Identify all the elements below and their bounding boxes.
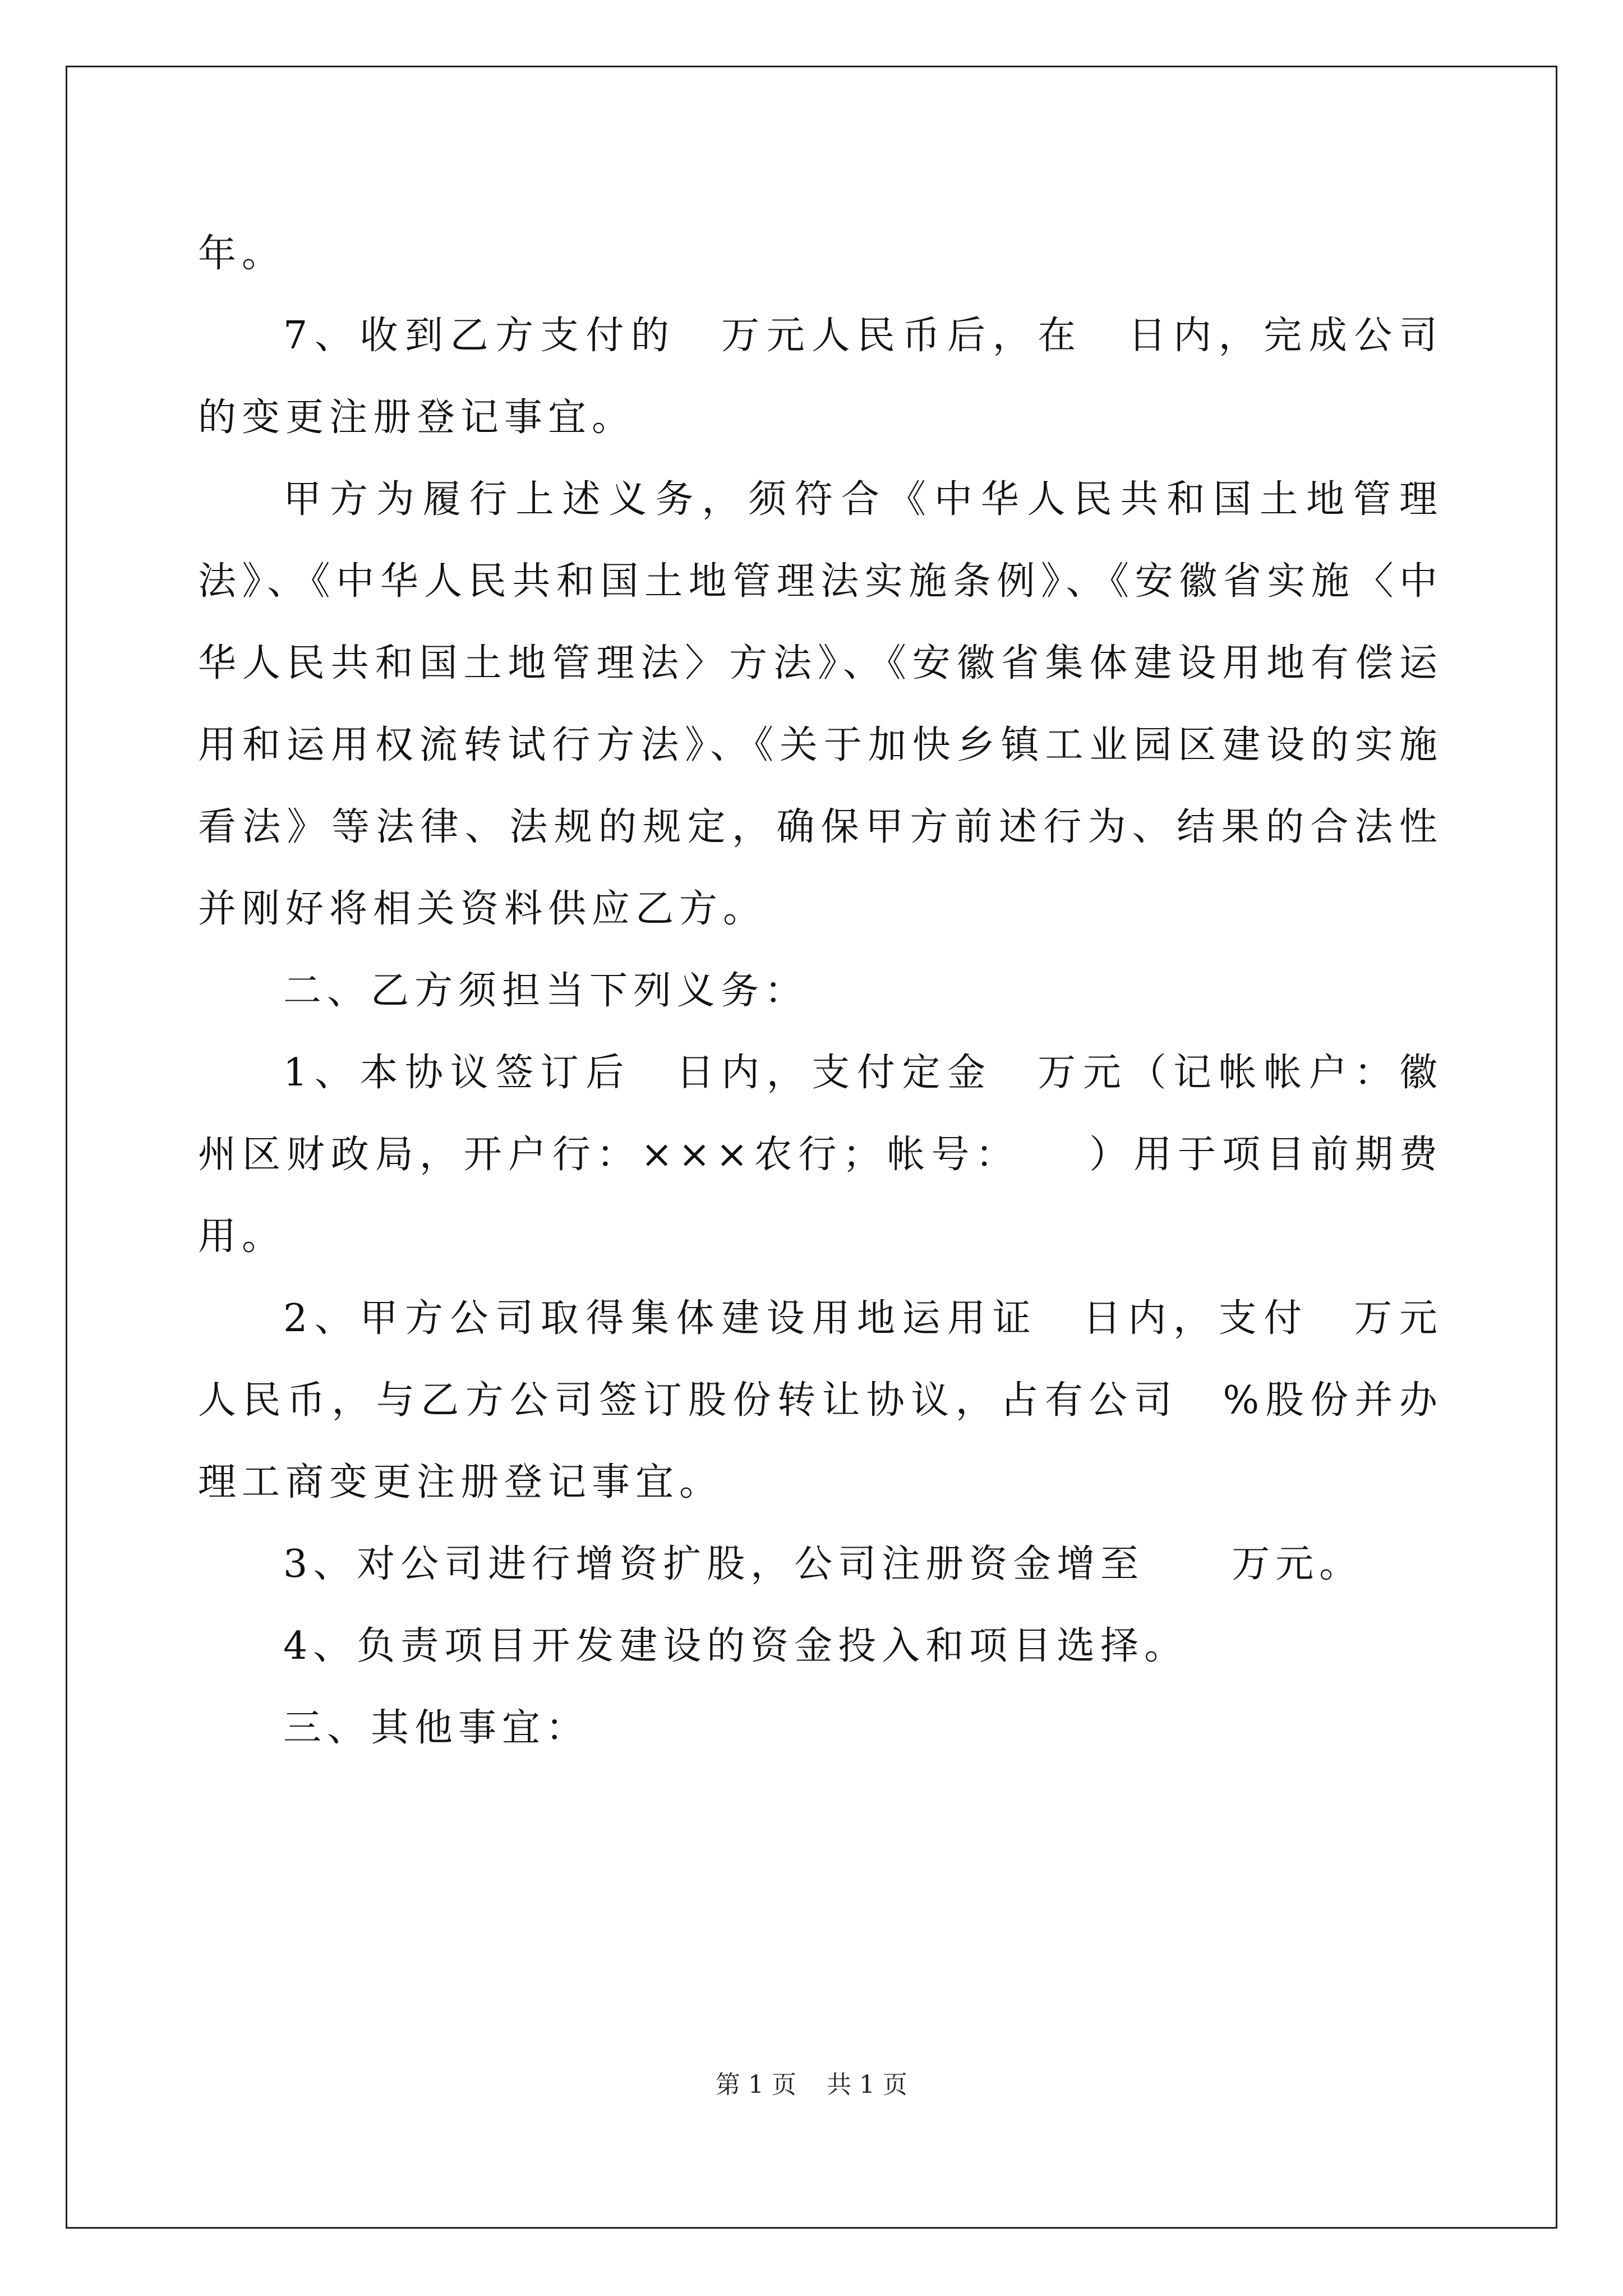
paragraph-continuation: 年。 <box>198 232 286 276</box>
section-heading-party-b-obligations: 二、乙方须担当下列义务： <box>283 969 809 1013</box>
page-footer <box>0 2064 1623 2100</box>
paragraph-item-2: 2、甲方公司取得集体建设用地运用证 日内，支付 万元人民币，与乙方公司签订股份转让协议，占有公司 %股份并办理工商变更注册登记事宜。 <box>198 1296 1443 1504</box>
paragraph-item-7: 7、收到乙方支付的 万元人民币后，在 日内，完成公司的变更注册登记事宜。 <box>198 314 1443 440</box>
paragraph-item-3: 3、对公司进行增资扩股，公司注册资金增至 万元。 <box>283 1542 1363 1586</box>
page-total: 共 1 页 <box>827 2070 907 2099</box>
paragraph-item-1: 1、本协议签订后 日内，支付定金 万元（记帐帐户：徽州区财政局，开户行：×××农行；帐号： ）用于项目前期费用。 <box>198 1051 1443 1259</box>
page-number: 第 1 页 <box>716 2070 796 2099</box>
paragraph-item-4: 4、负责项目开发建设的资金投入和项目选择。 <box>283 1624 1188 1668</box>
paragraph-legal-compliance: 甲方为履行上述义务，须符合《中华人民共和国土地管理法》、《中华人民共和国土地管理法实施条例》、《安徽省实施〈中华人民共和国土地管理法〉方法》、《安徽省集体建设用地有偿运用和运用权流转试行方法》、《关于加快乡镇工业园区建设的实施看法》等法律、法规的规定，确保甲方前述行为、结果的合法性并刚好将相关资料供应乙方。 <box>198 477 1443 931</box>
document-body <box>198 213 1443 1769</box>
section-heading-other-matters: 三、其他事宜： <box>283 1706 590 1750</box>
